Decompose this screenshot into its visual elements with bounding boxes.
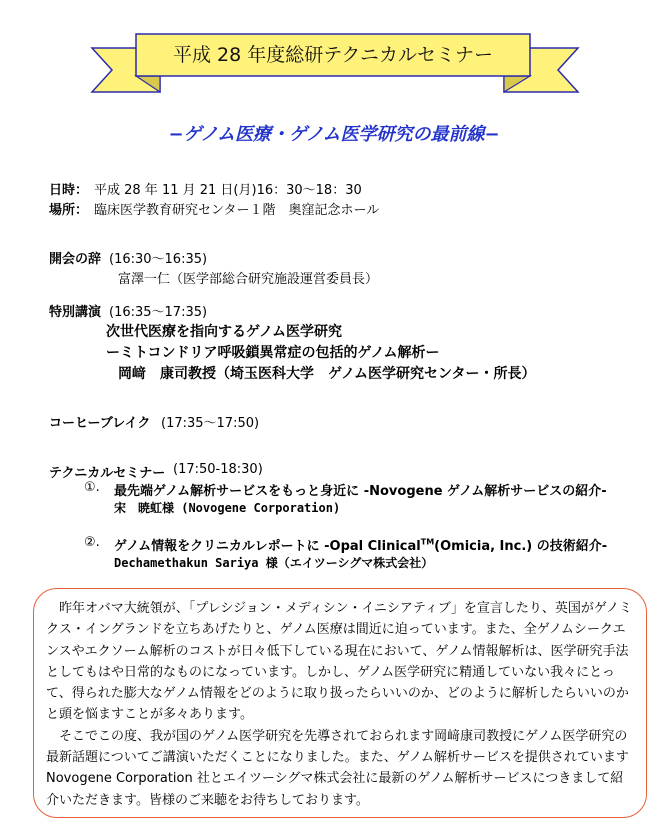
lecture-title-line2: ーミトコンドリア呼吸鎖異常症の包括的ゲノム解析ー [106, 345, 440, 361]
seminar-item-2-title [114, 535, 607, 554]
seminar-item-1-speaker: 宋 暁虹様 (Novogene Corporation) [114, 501, 341, 515]
opening-label: 開会の辞 [49, 252, 102, 267]
coffee-break-time: (17:35〜17:50) [161, 416, 260, 431]
date-label: 日時： [49, 183, 89, 198]
opening-time: (16:30〜16:35) [109, 252, 208, 267]
lecture-label: 特別講演 [49, 305, 102, 320]
seminar-item-2-title-before: ゲノム情報をクリニカルレポートに -Opal Clinical [114, 539, 421, 554]
seminar-item-2-number: ②. [84, 535, 100, 550]
introduction-text [46, 598, 634, 811]
seminar-item-1-title: 最先端ゲノム解析サービスをもっと身近に -Novogene ゲノム解析サービスの紹介- [114, 484, 607, 499]
trademark-mark: TM [420, 537, 435, 547]
seminar-item-2-title-after: (Omicia, Inc.) の技術紹介- [434, 539, 608, 554]
seminar-item-2-speaker: Dechamethakun Sariya 様（エイツーシグマ株式会社） [114, 556, 434, 570]
seminar-subtitle: −ゲノム医療・ゲノム医学研究の最前線− [168, 124, 500, 145]
place-value: 臨床医学教育研究センター１階 奥窪記念ホール [94, 203, 380, 218]
lecture-speaker: 岡﨑 康司教授（埼玉医科大学 ゲノム医学研究センター・所長） [118, 366, 536, 382]
seminar-item-1-number: ①. [84, 480, 100, 495]
introduction-paragraph-2: そこでこの度、我が国のゲノム医学研究を先導されておられます岡﨑康司教授にゲノム医学研究の最新話題についてご講演いただくことになりました。また、ゲノム解析サービスを提供されています Novogene Corporation 社とエイツーシグマ株式会社に最新のゲノム解析サービスにつきまして紹介いただきます。皆様のご来聴をお待ちしております。 [46, 728, 629, 808]
coffee-break-label: コーヒーブレイク [49, 416, 151, 431]
opening-speaker: 富澤一仁（医学部総合研究施設運営委員長） [118, 272, 379, 287]
lecture-title-line1: 次世代医療を指向するゲノム医学研究 [106, 324, 343, 340]
seminar-time: (17:50-18:30) [173, 462, 263, 477]
lecture-time: (16:35〜17:35) [109, 305, 208, 320]
banner-title: 平成 28 年度総研テクニカルセミナー [172, 44, 494, 66]
place-label: 場所： [49, 203, 89, 218]
introduction-paragraph-1: 昨年オバマ大統領が、「プレシジョン・メディシン・イニシアティブ」を宣言したり、英国がゲノミクス・イングランドを立ちあげたりと、ゲノム医療は間近に迫っています。また、全ゲノムシークエンスやエクソーム解析のコストが日々低下している現在において、ゲノム情報解析は、医学研究手法としてもはや日常的なものになっています。しかし、ゲノム医学研究に精通していない我々にとって、得られた膨大なゲノム情報をどのように取り扱ったらいいのか、どのように解析したらいいのかと頭を悩ますことが多々あります。 [46, 601, 632, 723]
seminar-label: テクニカルセミナー [49, 466, 166, 481]
date-value: 平成 28 年 11 月 21 日(月)16：30〜18：30 [94, 183, 362, 198]
